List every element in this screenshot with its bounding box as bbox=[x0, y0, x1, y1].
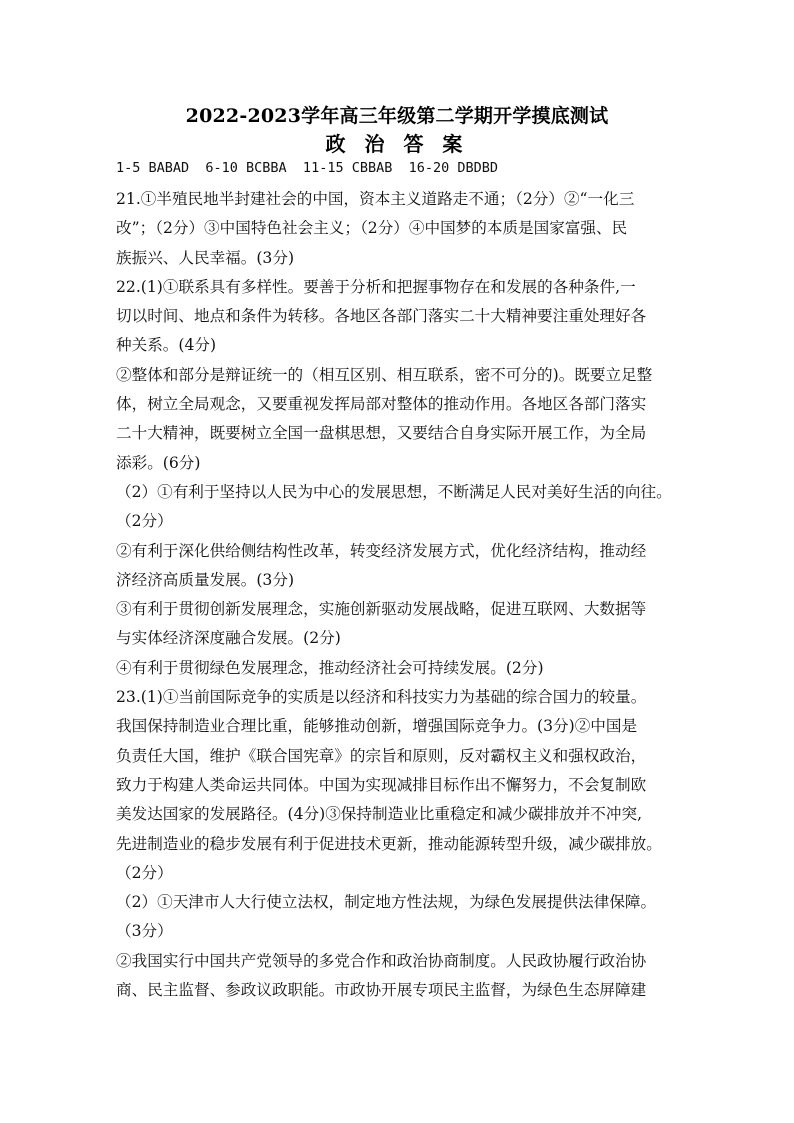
answer-body bbox=[116, 185, 682, 1005]
answer-line: 添彩。(6分) bbox=[116, 453, 201, 472]
answer-line: （2）①有利于坚持以人民为中心的发展思想，不断满足人民对美好生活的向往。 bbox=[116, 482, 672, 501]
answer-line: 22.(1)①联系具有多样性。要善于分析和把握事物存在和发展的各种条件,一 bbox=[116, 277, 636, 296]
answer-line: 致力于构建人类命运共同体。中国为实现减排目标作出不懈努力，不会复制欧 bbox=[116, 775, 647, 794]
answer-line: 先进制造业的稳步发展有利于促进技术更新，推动能源转型升级，减少碳排放。 bbox=[116, 834, 662, 853]
answer-line: ②我国实行中国共产党领导的多党合作和政治协商制度。人民政协履行政治协 bbox=[116, 951, 647, 970]
answer-line: 切以时间、地点和条件为转移。各地区各部门落实二十大精神要注重处理好各 bbox=[116, 307, 647, 326]
document-title: 2022-2023学年高三年级第二学期开学摸底测试 bbox=[185, 105, 609, 127]
answer-line: 二十大精神，既要树立全国一盘棋思想，又要结合自身实际开展工作，为全局 bbox=[116, 424, 647, 443]
answer-line: 商、民主监督、参政议政职能。市政协开展专项民主监督，为绿色生态屏障建 bbox=[116, 981, 647, 1000]
answer-line: 种关系。(4分) bbox=[116, 336, 217, 355]
answer-line: ②整体和部分是辩证统一的（相互区别、相互联系，密不可分的)。既要立足整 bbox=[116, 365, 653, 384]
answer-line: 负责任大国，维护《联合国宪章》的宗旨和原则，反对霸权主义和强权政治， bbox=[116, 746, 647, 765]
answer-line: 美发达国家的发展路径。(4分)③保持制造业比重稳定和减少碳排放并不冲突, bbox=[116, 805, 643, 824]
answer-line: 与实体经济深度融合发展。(2分) bbox=[116, 629, 341, 648]
answer-line: 族振兴、人民幸福。(3分) bbox=[116, 248, 295, 267]
answer-line: 改”；（2分）③中国特色社会主义；（2分）④中国梦的本质是国家富强、民 bbox=[116, 219, 628, 238]
answer-line: （2分） bbox=[116, 512, 173, 531]
multiple-choice-answers: 1-5 BABAD 6-10 BCBBA 11-15 CBBAB 16-20 DBDBD bbox=[116, 160, 499, 176]
answer-line: 体，树立全局观念，又要重视发挥局部对整体的推动作用。各地区各部门落实 bbox=[116, 395, 647, 414]
answer-line: ③有利于贯彻创新发展理念，实施创新驱动发展战略，促进互联网、大数据等 bbox=[116, 600, 647, 619]
answer-line: ②有利于深化供给侧结构性改革，转变经济发展方式，优化经济结构，推动经 bbox=[116, 541, 647, 560]
answer-line: 23.(1)①当前国际竞争的实质是以经济和科技实力为基础的综合国力的较量。 bbox=[116, 688, 647, 707]
answer-line: 21.①半殖民地半封建社会的中国，资本主义道路走不通；（2分）②“一化三 bbox=[116, 190, 635, 208]
answer-line: 我国保持制造业合理比重，能够推动创新，增强国际竞争力。(3分)②中国是 bbox=[116, 717, 638, 736]
answer-line: 济经济高质量发展。(3分) bbox=[116, 570, 295, 589]
answer-line: （2）①天津市人大行使立法权，制定地方性法规，为绿色发展提供法律保障。 bbox=[116, 893, 657, 912]
answer-line: （2分） bbox=[116, 863, 173, 882]
document-subtitle: 政 治 答 案 bbox=[325, 132, 469, 156]
answer-line: ④有利于贯彻绿色发展理念，推动经济社会可持续发展。(2分) bbox=[116, 658, 544, 677]
answer-line: （3分） bbox=[116, 922, 173, 941]
